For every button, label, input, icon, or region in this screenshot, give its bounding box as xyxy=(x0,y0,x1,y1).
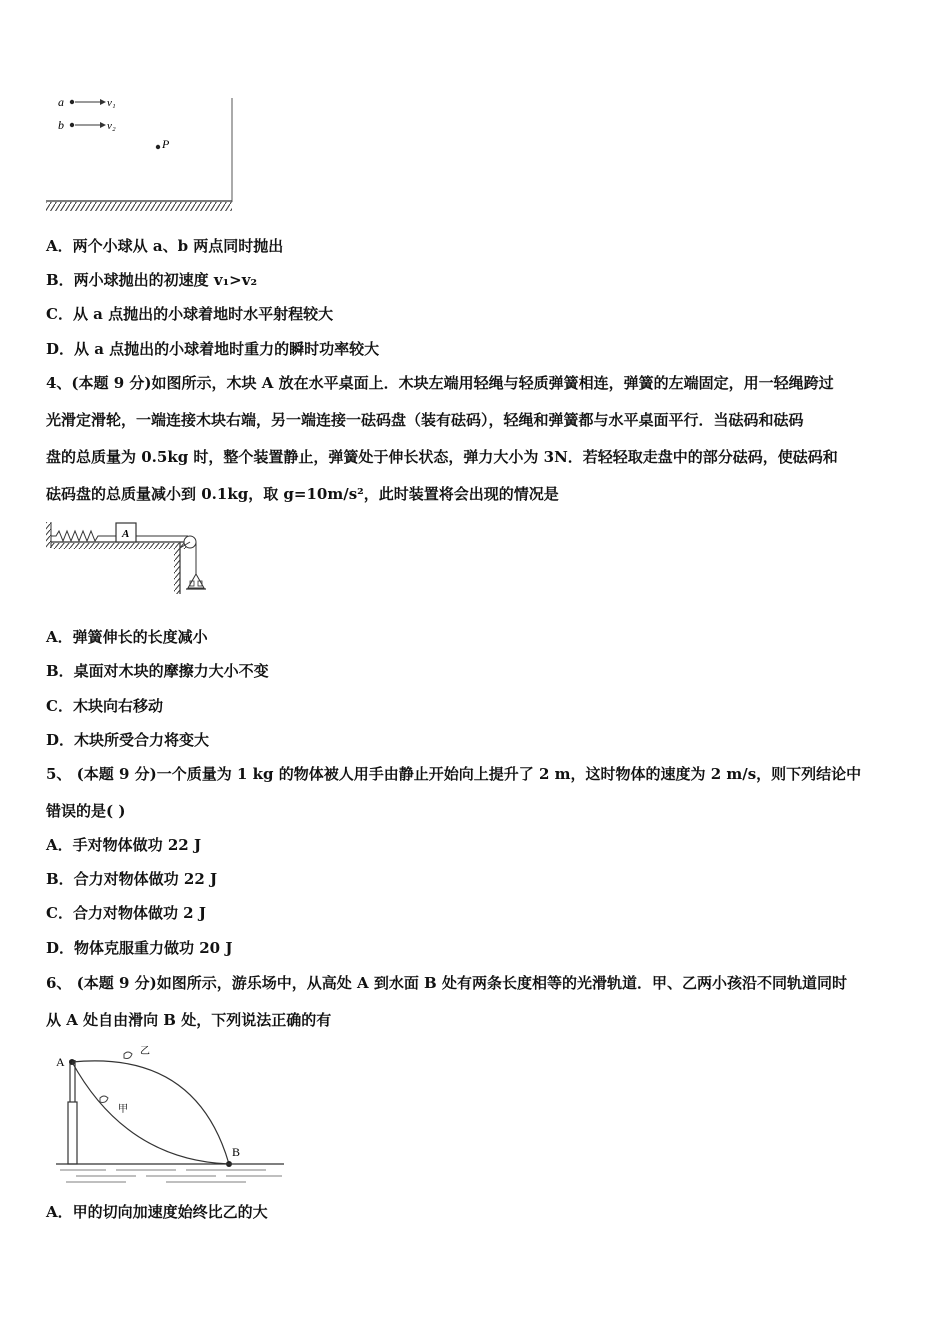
q4-option-c: C．木块向右移动 xyxy=(46,697,163,715)
q6-stem-line-1: 6、 (本题 9 分)如图所示，游乐场中，从高处 A 到水面 B 处有两条长度相等的光滑轨道．甲、乙两小孩沿不同轨道同时 xyxy=(46,974,847,992)
label-yi: 乙 xyxy=(140,1046,150,1057)
block-label: A xyxy=(122,528,130,540)
label-point-a: A xyxy=(56,1055,65,1069)
point-b xyxy=(70,123,74,127)
q3-option-a: A．两个小球从 a、b 两点同时抛出 xyxy=(46,237,284,255)
q5-option-a: A．手对物体做功 22 J xyxy=(46,836,202,854)
spring-block-figure xyxy=(40,518,220,598)
point-p xyxy=(156,145,160,149)
q4-stem-line-2: 光滑定滑轮，一端连接木块右端，另一端连接一砝码盘（装有砝码），轻绳和弹簧都与水平桌面平行．当砝码和砝码 xyxy=(46,411,804,429)
q4-option-b: B．桌面对木块的摩擦力大小不变 xyxy=(46,662,269,680)
track-yi xyxy=(72,1061,229,1164)
projectile-figure xyxy=(40,92,240,217)
label-v2: v₂ xyxy=(107,120,116,132)
label-b: b xyxy=(58,118,64,132)
label-point-b: B xyxy=(232,1145,241,1159)
point-a xyxy=(70,100,74,104)
q6-stem-line-2: 从 A 处自由滑向 B 处，下列说法正确的有 xyxy=(46,1011,332,1029)
label-jia: 甲 xyxy=(118,1104,128,1115)
q4-stem-line-1: 4、(本题 9 分)如图所示，木块 A 放在水平桌面上．木块左端用轻绳与轻质弹簧相连，弹簧的左端固定，用一轻绳跨过 xyxy=(46,374,834,392)
q5-option-d: D．物体克服重力做功 20 J xyxy=(46,939,233,957)
q5-stem-line-1: 5、 (本题 9 分)一个质量为 1 kg 的物体被人用手由静止开始向上提升了 2 m，这时物体的速度为 2 m/s，则下列结论中 xyxy=(46,765,862,783)
q3-option-c: C．从 a 点抛出的小球着地时水平射程较大 xyxy=(46,305,334,323)
label-v1: v₁ xyxy=(107,97,116,109)
q5-stem-line-2: 错误的是( ) xyxy=(46,802,126,820)
tower xyxy=(68,1102,77,1164)
q3-option-b: B．两小球抛出的初速度 v₁>v₂ xyxy=(46,271,258,289)
q4-option-d: D．木块所受合力将变大 xyxy=(46,731,210,749)
q5-option-b: B．合力对物体做功 22 J xyxy=(46,870,218,888)
q5-option-c: C．合力对物体做功 2 J xyxy=(46,904,206,922)
q6-option-a: A．甲的切向加速度始终比乙的大 xyxy=(46,1203,268,1221)
label-p: P xyxy=(162,137,170,151)
slides-figure xyxy=(46,1040,291,1190)
q4-stem-line-4: 砝码盘的总质量减小到 0.1kg，取 g=10m/s²，此时装置将会出现的情况是 xyxy=(46,485,559,503)
q4-stem-line-3: 盘的总质量为 0.5kg 时，整个装置静止，弹簧处于伸长状态，弹力大小为 3N．若轻轻取走盘中的部分砝码，使砝码和 xyxy=(46,448,838,466)
q3-option-d: D．从 a 点抛出的小球着地时重力的瞬时功率较大 xyxy=(46,340,380,358)
q4-option-a: A．弹簧伸长的长度减小 xyxy=(46,628,208,646)
label-a: a xyxy=(58,95,64,109)
